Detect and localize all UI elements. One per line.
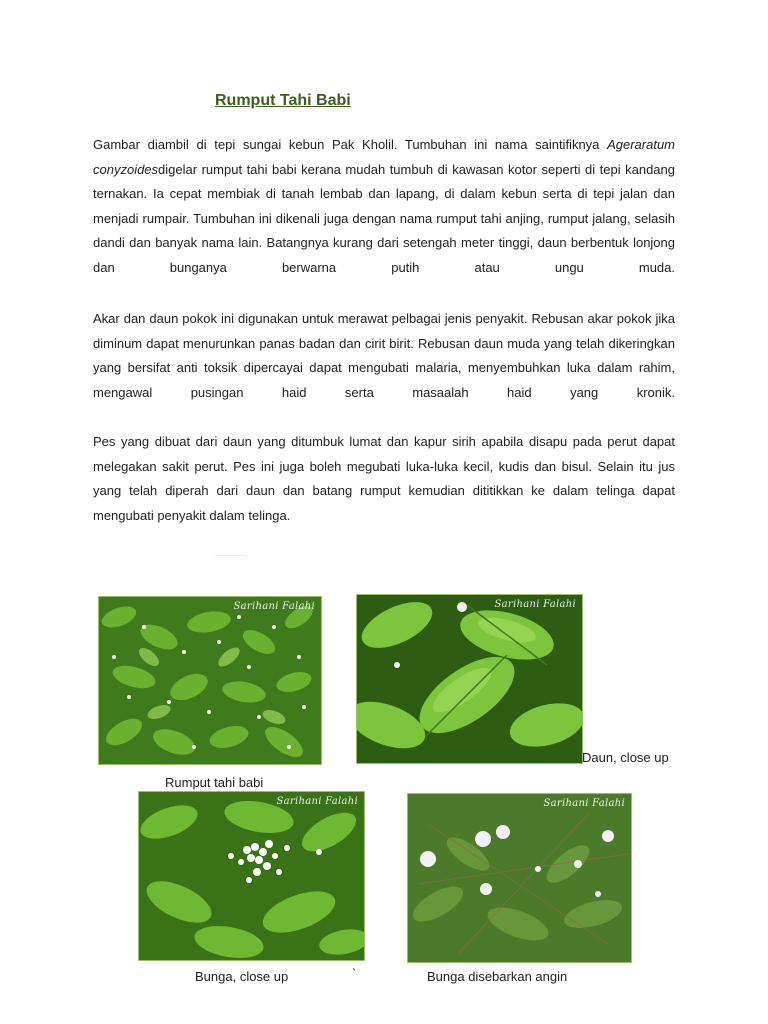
watermark: Sarihani Falahi <box>233 601 315 612</box>
page-title: Rumput Tahi Babi <box>215 92 351 109</box>
para1-before: Gambar diambil di tepi sungai kebun Pak Kholil. Tumbuhan ini nama saintifiknya <box>93 137 608 152</box>
caption-leaf-closeup: Daun, close up <box>582 750 669 765</box>
paragraph-description <box>93 133 675 281</box>
watermark: Sarihani Falahi <box>276 796 358 807</box>
watermark: Sarihani Falahi <box>494 599 576 610</box>
flower-scattered-image <box>408 794 631 962</box>
watermark: Sarihani Falahi <box>543 798 625 809</box>
paragraph-paste: Pes yang dibuat dari daun yang ditumbuk lumat dan kapur sirih apabila disapu pada perut dapat melegakan sakit perut. Pes ini juga boleh megubati luka-luka kecil, kudis dan bisul. Selain itu jus yang telah diperah dari daun dan batang rumput kemudian dititikkan ke dalam telinga dapat mengubati penyakit dalam telinga. <box>93 434 675 523</box>
faint-mark <box>125 569 140 581</box>
scientific-name: Agerаratum conyzoides <box>93 137 675 177</box>
caption-flower-scattered: Bunga disebarkan angin <box>427 969 568 984</box>
photo-weed-patch <box>98 596 322 765</box>
faint-link[interactable] <box>215 545 246 557</box>
leaf-closeup-image <box>357 595 582 763</box>
weed-patch-image <box>99 597 321 764</box>
stray-backtick: ` <box>352 966 357 981</box>
caption-flower-closeup: Bunga, close up <box>195 969 289 984</box>
paragraph-uses: Akar dan daun pokok ini digunakan untuk merawat pelbagai jenis penyakit. Rebusan akar pokok jika diminum dapat menurunkan panas badan dan cirit birit. Rebusan daun muda yang telah dikeringkan yang bersifat anti toksik dipercayai dapat mengubati malaria, menyembuhkan luka dalam rahim, mengawal pusingan haid serta masaalah haid yang kronik. <box>93 311 675 400</box>
photo-leaf-closeup <box>356 594 583 764</box>
caption-weed-patch: Rumput tahi babi <box>165 775 264 790</box>
photo-flower-scattered <box>407 793 632 963</box>
photo-flower-closeup <box>138 791 365 961</box>
flower-closeup-image <box>139 792 364 960</box>
para1-after: digelar rumput tahi babi kerana mudah tumbuh di kawasan kotor seperti di tepi kandang ternakan. Ia cepat membiak di tanah lembab dan lapang, di dalam kebun serta di tepi jalan dan menjadi rumpair. Tumbuhan ini dikenali juga dengan nama rumput tahi anjing, rumput jalang, selasih dandi dan banyak nama lain. Batangnya kurang dari setengah meter tinggi, daun berbentuk lonjong dan bunganya berwarna putih atau ungu muda. <box>93 161 675 275</box>
